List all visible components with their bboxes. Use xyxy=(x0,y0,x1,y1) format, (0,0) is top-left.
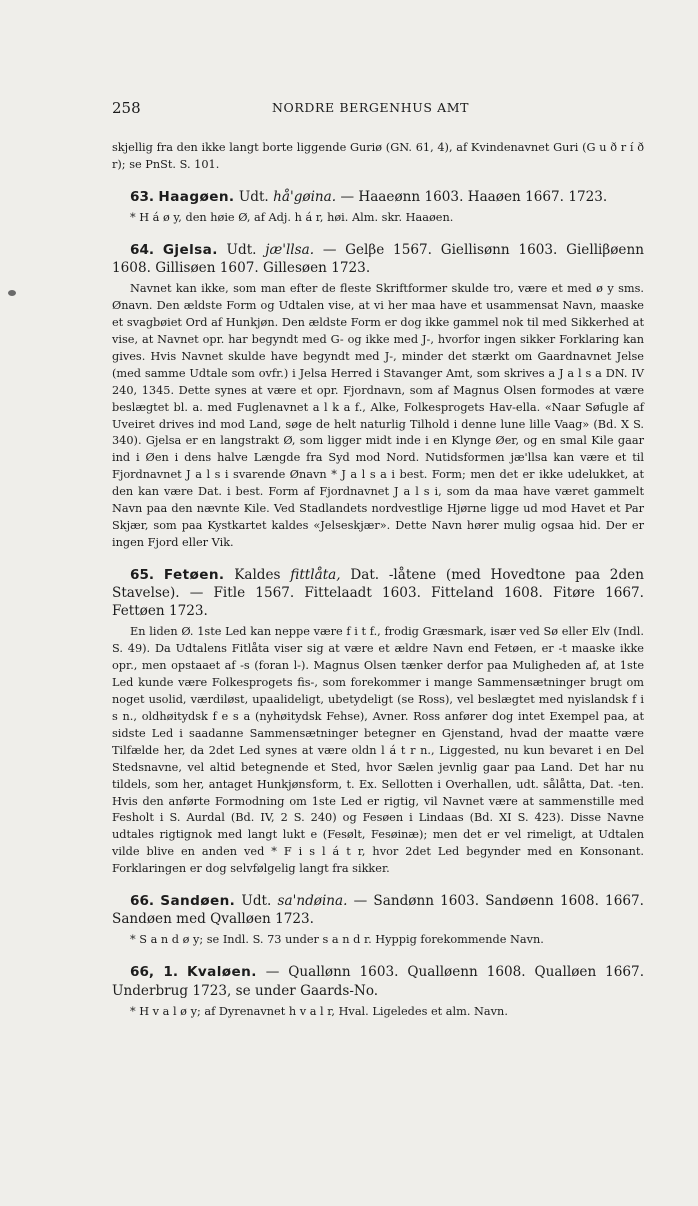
entry-number: 66. xyxy=(130,893,155,910)
entry-prefix: Kaldes xyxy=(234,566,281,583)
entry-64-note: Navnet kan ikke, som man efter de fleste Skriftformer skulde tro, være et med ø y sms. Ønavn. Den ældste Form og Udtalen vise, at vi her maa have et usammensat Navn, maaske et svagbøiet Ord af Hunkjøn. Den ældste Form er dog ikke gammel nok til med Sikkerhed at vise, at Navnet opr. har begyndt med G- og ikke med J-, hvorfor ingen sikker Forklaring kan gives. Hvis Navnet skulde have begyndt med J-, minder det stærkt om Gaardnavnet Jelse (med samme Udtale som ovfr.) i Jelsa Herred i Stavanger Amt, som skrives a J a l s a DN. IV 240, 1345. Dette synes at være et opr. Fjordnavn, som af Magnus Olsen formodes at være beslægtet bl. a. med Fuglenavnet a l k a f., Alke, Folkesprogets Hav-ella. «Naar Søfugle af Uveiret drives ind mod Land, søge de helt naturlig Tilhold i denne lune lille Vaag» (Bd. X S. 340). Gjelsa er en langstrakt Ø, som ligger midt inde i en Klynge Øer, og en smal Kile gaar ind i Øen i dens halve Længde fra Syd mod Nord. Nutidsformen jæ'llsa kan være et til Fjordnavnet J a l s i svarende Ønavn * J a l s a i best. Form; men det er ikke udelukket, at den kan være Dat. i best. Form af Fjordnavnet J a l s i, som da maa have været gammelt Navn paa den nævnte Kile. Ved Stadlandets nordvestlige Hjørne ligge ud mod Havet et Par Skjær, som paa Kystkartet kaldes «Jelseskjær». Dette Navn hører mulig ogsaa hid. Der er ingen Fjord eller Vik. xyxy=(112,282,644,549)
entry-pronunciation: sa'ndøina. xyxy=(277,893,348,910)
entry-number: 65. xyxy=(130,566,155,583)
running-title: NORDRE BERGENHUS AMT xyxy=(272,100,470,115)
entry-prefix: — xyxy=(265,964,280,981)
entry-66-1-note: * H v a l ø y; af Dyrenavnet h v a l r, Hval. Ligeledes et alm. Navn. xyxy=(130,1004,508,1018)
entry-forms: Quallønn 1603. Qualløenn 1608. Qualløen 1667. Underbrug 1723, se under Gaards-No. xyxy=(112,964,645,999)
entry-number: 63. xyxy=(130,188,155,205)
entry-prefix: Udt. xyxy=(241,893,272,910)
entry-headword: Sandøen. xyxy=(160,893,236,910)
entry-prefix: Udt. xyxy=(238,188,269,205)
entry-pronunciation: fittlåta, xyxy=(290,566,341,583)
entry-66-heading xyxy=(112,892,644,928)
entry-66-1-heading xyxy=(112,963,644,999)
entry-63-note: * H á ø y, den høie Ø, af Adj. h á r, høi. Alm. skr. Haaøen. xyxy=(130,211,454,225)
entry-number: 64. xyxy=(130,241,155,258)
entry-pronunciation: hå'gøina. xyxy=(273,188,337,205)
continuation-paragraph: skjellig fra den ikke langt borte liggende Guriø (GN. 61, 4), af Kvindenavnet Guri (G u ð r í ð r); se PnSt. S. 101. xyxy=(112,141,644,171)
entry-64-heading xyxy=(112,241,644,277)
entry-forms: Dat. -låtene (med Hovedtone paa 2den Stavelse). — Fitle 1567. Fittelaadt 1603. Fitteland 1608. Fitøre 1667. Fettøen 1723. xyxy=(112,566,644,620)
page-number: 258 xyxy=(112,99,141,117)
entry-63-heading xyxy=(112,188,644,206)
running-head xyxy=(112,99,644,119)
entry-forms: — Gelβe 1567. Giellisønn 1603. Gielliβøenn 1608. Gillisøen 1607. Gillesøen 1723. xyxy=(112,241,644,277)
margin-mark xyxy=(8,290,16,296)
entry-prefix: Udt. xyxy=(226,241,257,258)
entry-65-heading xyxy=(112,566,644,621)
entry-number: 66, 1. xyxy=(130,964,179,981)
entry-headword: Haagøen. xyxy=(158,188,235,205)
entry-headword: Gjelsa. xyxy=(162,241,218,258)
entry-66-note: * S a n d ø y; se Indl. S. 73 under s a n d r. Hyppig forekommende Navn. xyxy=(130,933,544,947)
entry-headword: Kvaløen. xyxy=(186,964,257,981)
entry-forms: — Sandønn 1603. Sandøenn 1608. 1667. Sandøen med Qvalløen 1723. xyxy=(112,893,644,928)
entry-headword: Fetøen. xyxy=(163,566,225,583)
entry-pronunciation: jæ'llsa. xyxy=(265,241,315,258)
entry-forms: — Haaeønn 1603. Haaøen 1667. 1723. xyxy=(340,188,608,205)
page-body xyxy=(112,140,644,1021)
entry-65-note: En liden Ø. 1ste Led kan neppe være f i t f., frodig Græsmark, især ved Sø eller Elv (Indl. S. 49). Da Udtalens Fitlåta viser sig at være et ældre Navn end Fetøen, er -t maaske ikke opr., men opstaaet af -s (foran l-). Magnus Olsen tænker derfor paa Muligheden af, at 1ste Led kunde være Folkesprogets fis-, som forekommer i mange Sammensætninger brugt om noget usolid, værdiløst, upaalideligt, ubetydeligt (se Ross), vel beslægtet med nyislandsk f i s n., oldhøitydsk f e s a (nyhøitydsk Fehse), Avner. Ross anfører dog intet Exempel paa, at sidste Led i saadanne Sammensætninger betegner en Gjenstand, hvad der maatte være Tilfælde her, da 2det Led synes at være oldn l á t r n., Liggested, nu kun bevaret i en Del Stedsnavne, vel altid betegnende et Sted, hvor Sælen jevnlig gaar paa Land. Det har nu tildels, som her, antaget Hunkjønsform, t. Ex. Sellotten i Overhallen, udt. sålåtta, Dat. -ten. Hvis den anførte Formodning om 1ste Led er rigtig, vil Navnet være at sammenstille med Fesholt i S. Aurdal (Bd. IV, 2 S. 240) og Fesøen i Lindaas (Bd. XI S. 423). Disse Navne udtales rigtignok med langt lukt e (Fesølt, Fesøinæ); men det er vel rimeligt, at Udtalen vilde blive en anden ved * F i s l á t r, hvor 2det Led begynder med en Konsonant. Forklaringen er dog selvfølgelig langt fra sikker. xyxy=(112,625,644,876)
